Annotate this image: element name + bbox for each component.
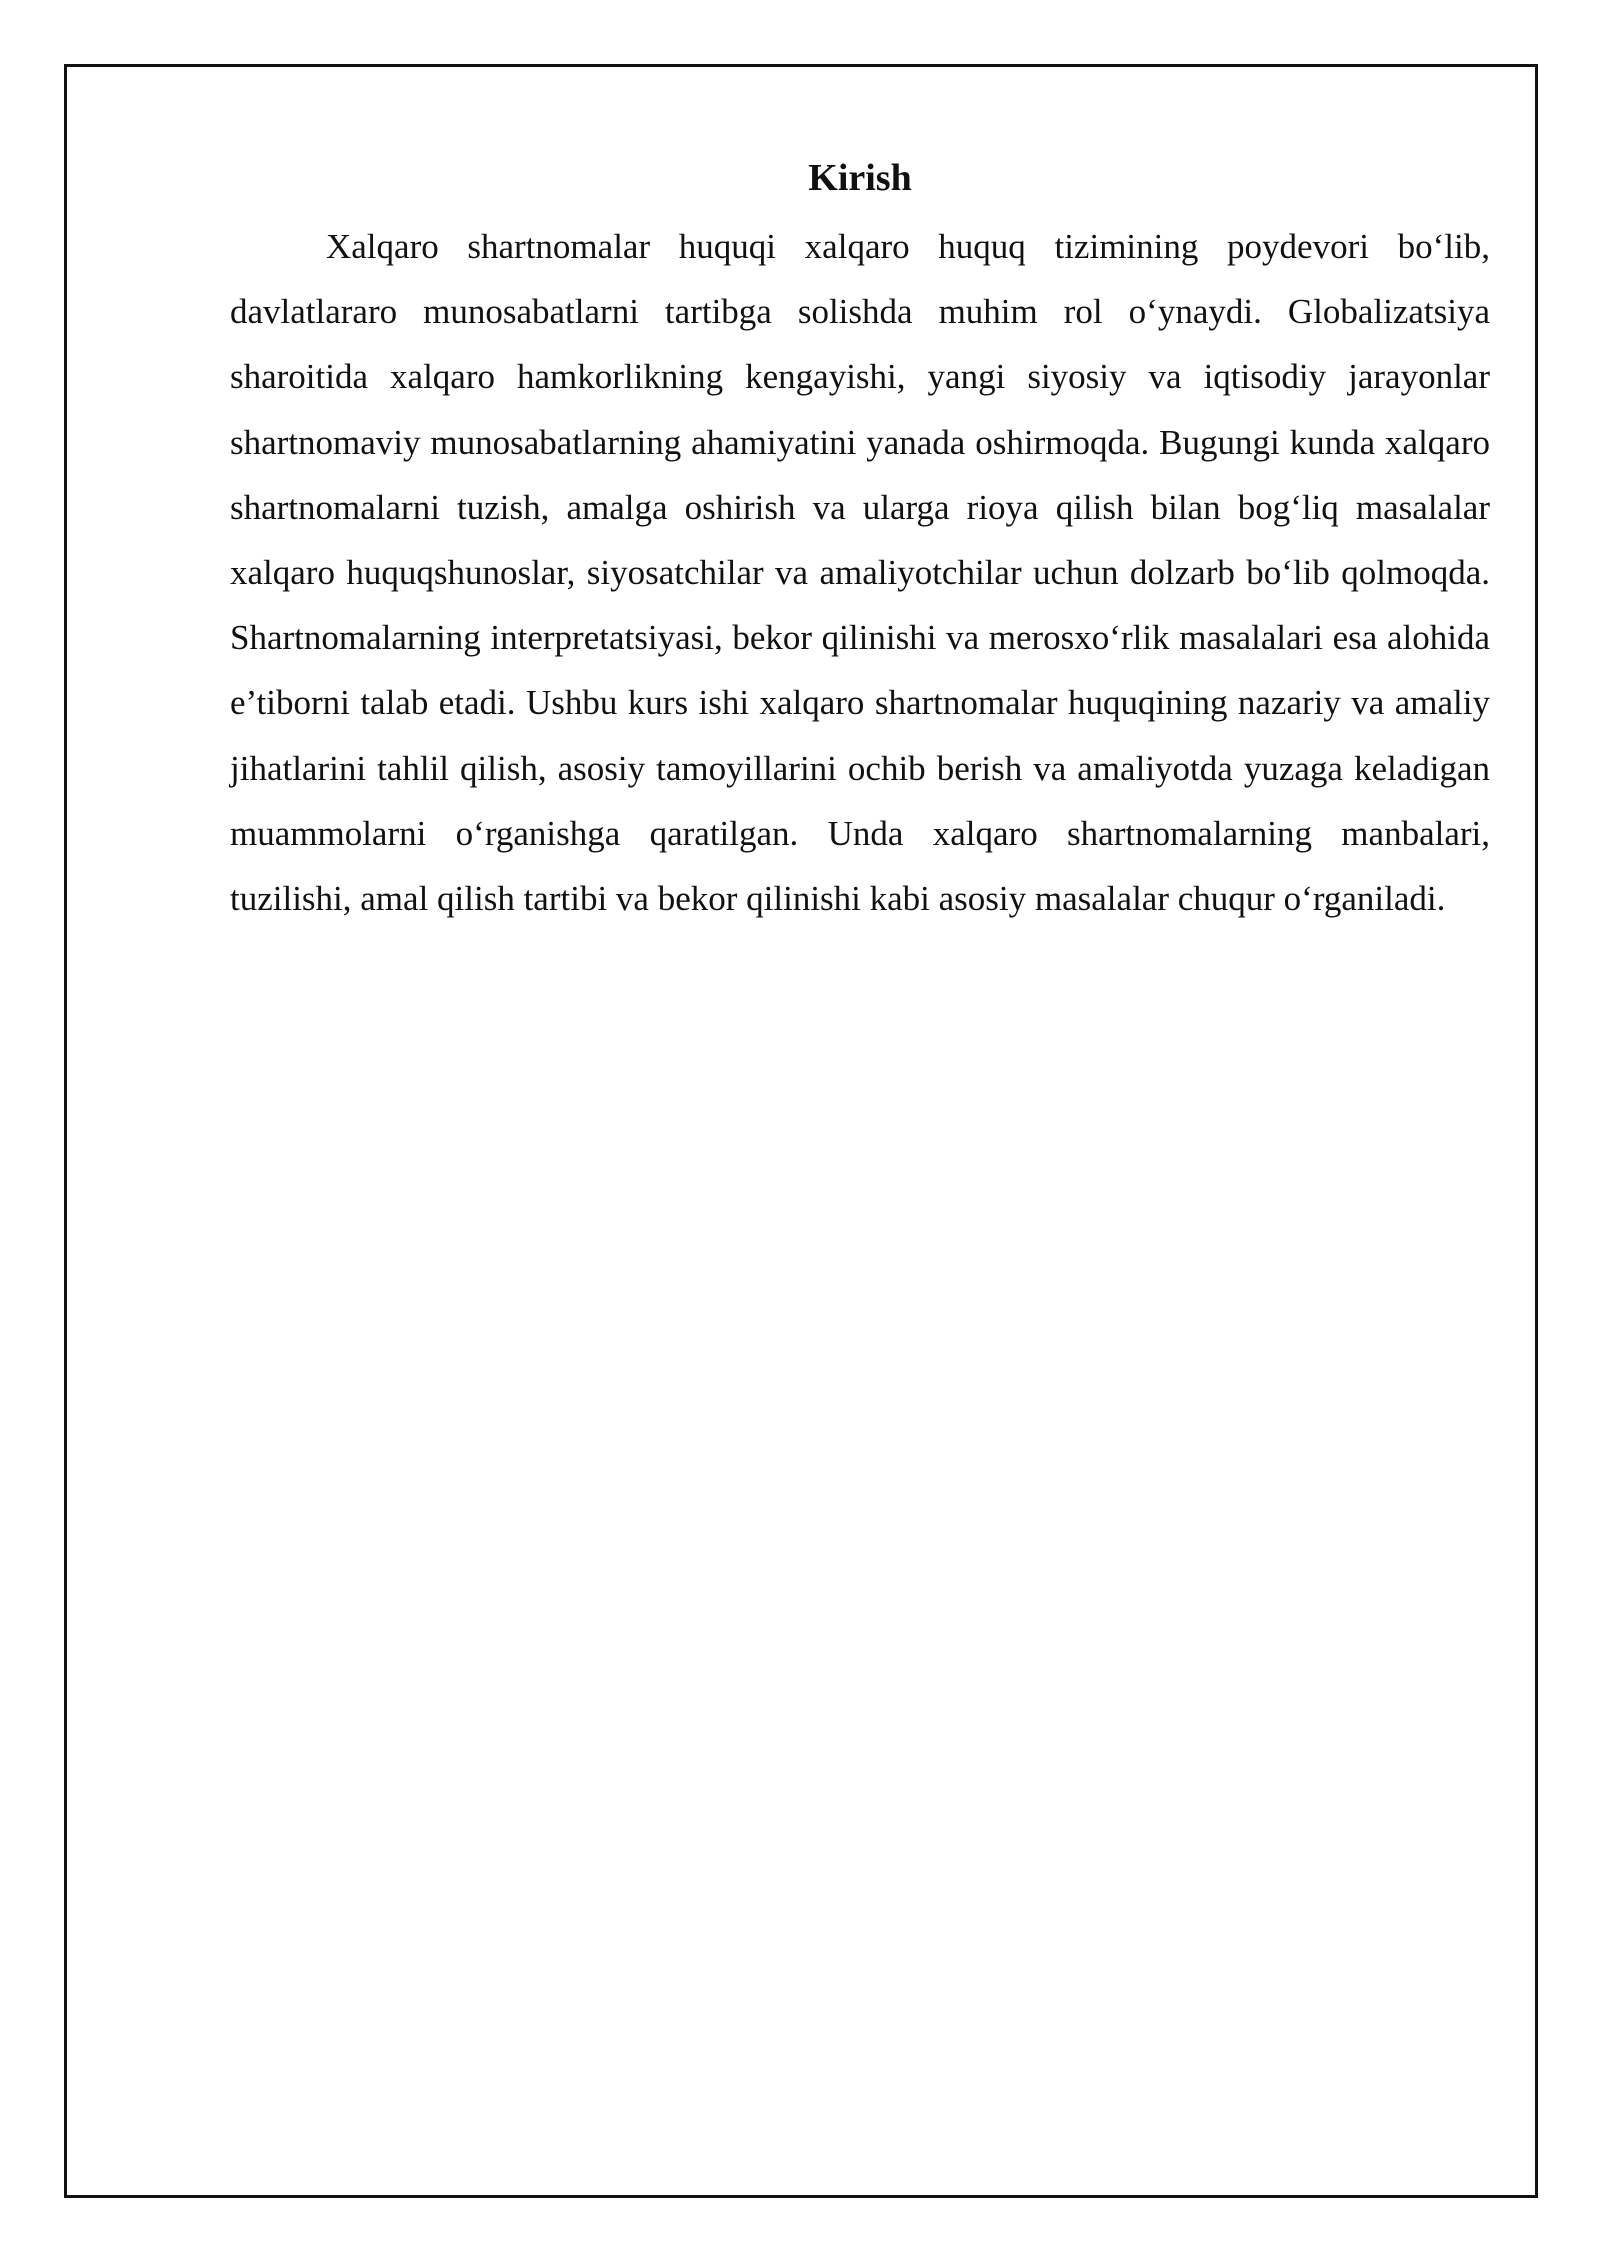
page-title: Kirish <box>808 157 912 199</box>
intro-paragraph: Xalqaro shartnomalar huquqi xalqaro huquq tizimining poydevori bo‘lib, davlatlararo munosabatlarni tartibga solishda muhim rol o‘ynaydi. Globalizatsiya sharoitida xalqaro hamkorlikning kengayishi, yangi siyosiy va iqtisodiy jarayonlar shartnomaviy munosabatlarning ahamiyatini yanada oshirmoqda. Bugungi kunda xalqaro shartnomalarni tuzish, amalga oshirish va ularga rioya qilish bilan bog‘liq masalalar xalqaro huquqshunoslar, siyosatchilar va amaliyotchilar uchun dolzarb bo‘lib qolmoqda. Shartnomalarning interpretatsiyasi, bekor qilinishi va merosxo‘rlik masalalari esa alohida e’tiborni talab etadi. Ushbu kurs ishi xalqaro shartnomalar huquqining nazariy va amaliy jihatlarini tahlil qilish, asosiy tamoyillarini ochib berish va amaliyotda yuzaga keladigan muammolarni o‘rganishga qaratilgan. Unda xalqaro shartnomalarning manbalari, tuzilishi, amal qilish tartibi va bekor qilinishi kabi asosiy masalalar chuqur o‘rganiladi. <box>230 227 1490 919</box>
document-body <box>230 150 1490 931</box>
